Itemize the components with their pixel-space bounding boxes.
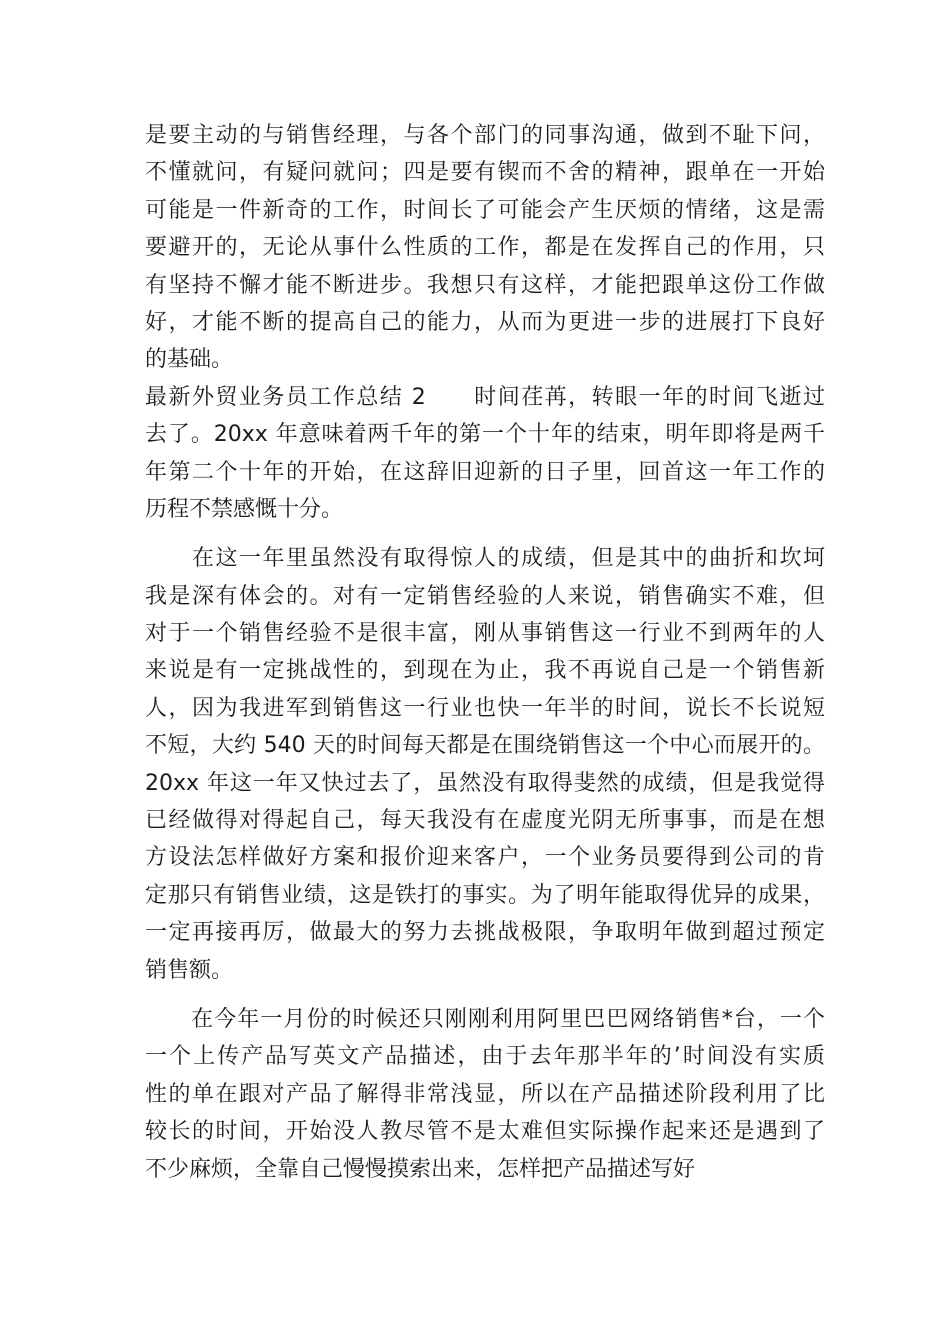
text-line: 一个上传产品写英文产品描述，由于去年那半年的’时间没有实质 (145, 1044, 825, 1070)
text-line: 性的单在跟对产品了解得非常浅显，所以在产品描述阶段利用了比 (145, 1081, 825, 1107)
section-heading-line: 最新外贸业务员工作总结 2 时间荏苒，转眼一年的时间飞逝过 (145, 384, 825, 410)
text-line: 已经做得对得起自己，每天我没有在虚度光阴无所事事，而是在想 (145, 808, 825, 834)
text-line: 不少麻烦，全靠自己慢慢摸索出来，怎样把产品描述写好 (145, 1156, 696, 1182)
text-line: 去了。20xx 年意味着两千年的第一个十年的结束，明年即将是两千 (145, 422, 825, 448)
text-line: 方设法怎样做好方案和报价迎来客户，一个业务员要得到公司的肯 (145, 845, 825, 871)
text-line: 来说是有一定挑战性的，到现在为止，我不再说自己是一个销售新 (145, 658, 825, 684)
text-line: 有坚持不懈才能不断进步。我想只有这样，才能把跟单这份工作做 (145, 272, 825, 298)
text-line: 在今年一月份的时候还只刚刚利用阿里巴巴网络销售*台，一个 (145, 1006, 825, 1032)
text-line: 年第二个十年的开始，在这辞旧迎新的日子里，回首这一年工作的 (145, 459, 825, 485)
text-line: 是要主动的与销售经理，与各个部门的同事沟通，做到不耻下问， (145, 123, 825, 148)
text-line: 人，因为我进军到销售这一行业也快一年半的时间，说长不长说短 (145, 695, 825, 721)
text-line: 好，才能不断的提高自己的能力，从而为更进一步的进展打下良好 (145, 309, 825, 335)
text-line: 一定再接再厉，做最大的努力去挑战极限，争取明年做到超过预定 (145, 920, 825, 946)
text-line: 在这一年里虽然没有取得惊人的成绩，但是其中的曲折和坎坷 (145, 546, 825, 572)
text-line: 对于一个销售经验不是很丰富，刚从事销售这一行业不到两年的人 (145, 621, 825, 647)
text-line: 销售额。 (145, 957, 234, 983)
text-line: 我是深有体会的。对有一定销售经验的人来说，销售确实不难，但 (145, 583, 825, 609)
text-line: 较长的时间，开始没人教尽管不是太难但实际操作起来还是遇到了 (145, 1119, 825, 1145)
text-line: 的基础。 (145, 347, 234, 373)
document-body (145, 117, 825, 1188)
text-line: 不短，大约 540 天的时间每天都是在围绕销售这一个中心而展开的。 (145, 733, 825, 759)
text-line: 要避开的，无论从事什么性质的工作，都是在发挥自己的作用，只 (145, 235, 825, 261)
text-line: 历程不禁感慨十分。 (145, 496, 344, 522)
text-line: 定那只有销售业绩，这是铁打的事实。为了明年能取得优异的成果， (145, 882, 825, 908)
text-line: 20xx 年这一年又快过去了，虽然没有取得斐然的成绩，但是我觉得 (145, 770, 825, 796)
paragraph-gap (145, 989, 825, 1001)
text-line: 可能是一件新奇的工作，时间长了可能会产生厌烦的情绪，这是需 (145, 197, 825, 223)
paragraph-gap (145, 528, 825, 540)
text-line: 不懂就问，有疑问就问；四是要有锲而不舍的精神，跟单在一开始 (145, 160, 825, 186)
